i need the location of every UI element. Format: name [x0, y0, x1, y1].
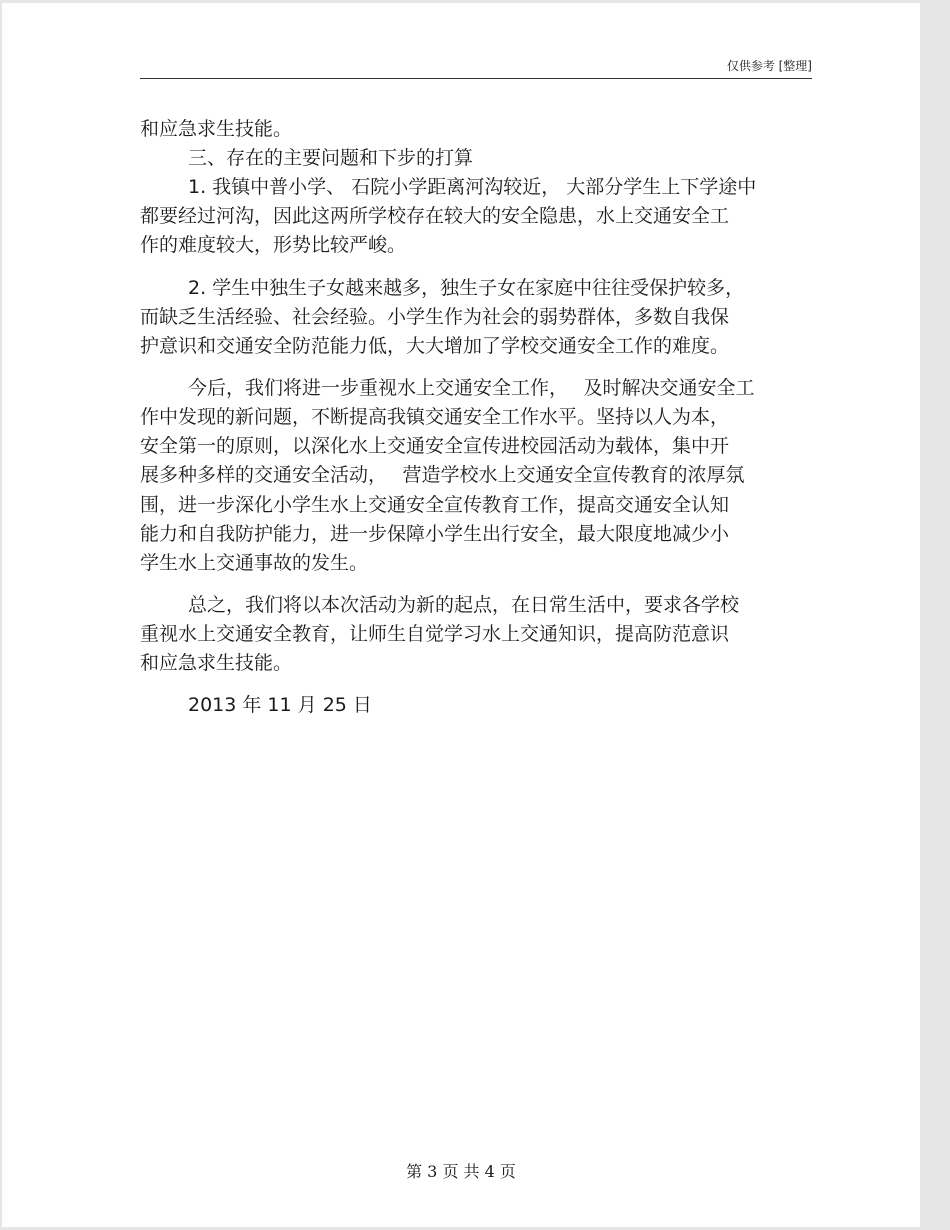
document-body [140, 115, 812, 721]
body-line: 作的难度较大，形势比较严峻。 [140, 234, 407, 257]
body-line: 重视水上交通安全教育，让师生自觉学习水上交通知识，提高防范意识 [140, 623, 730, 646]
document-page [2, 3, 920, 1227]
page-number: 第 3 页 共 4 页 [406, 1162, 516, 1181]
date-line: 2013 年 11 月 25 日 [188, 694, 372, 717]
body-line: 1. 我镇中普小学、 石院小学距离河沟较近， 大部分学生上下学途中 [188, 176, 757, 199]
body-line: 安全第一的原则，以深化水上交通安全宣传进校园活动为载体，集中开 [140, 435, 730, 458]
body-line: 而缺乏生活经验、社会经验。小学生作为社会的弱势群体，多数自我保 [140, 305, 730, 328]
body-line: 围，进一步深化小学生水上交通安全宣传教育工作，提高交通安全认知 [140, 493, 730, 516]
body-line: 和应急求生技能。 [140, 652, 293, 675]
body-line: 总之，我们将以本次活动为新的起点，在日常生活中，要求各学校 [188, 593, 740, 616]
body-line: 都要经过河沟，因此这两所学校存在较大的安全隐患，水上交通安全工 [140, 205, 730, 228]
body-line: 作中发现的新问题，不断提高我镇交通安全工作水平。坚持以人为本， [140, 406, 730, 429]
body-line: 和应急求生技能。 [140, 118, 293, 140]
section-heading: 三、存在的主要问题和下步的打算 [188, 147, 474, 170]
body-line: 今后，我们将进一步重视水上交通安全工作， 及时解决交通安全工 [188, 377, 755, 400]
body-line: 展多种多样的交通安全活动， 营造学校水上交通安全宣传教育的浓厚氛 [140, 464, 745, 487]
body-line: 能力和自我防护能力，进一步保障小学生出行安全，最大限度地减少小 [140, 522, 730, 545]
page-header: 仅供参考 [整理] [726, 59, 812, 73]
body-line: 2. 学生中独生子女越来越多，独生子女在家庭中往往受保护较多， [188, 276, 745, 299]
header-rule [140, 78, 812, 79]
body-line: 护意识和交通安全防范能力低，大大增加了学校交通安全工作的难度。 [140, 334, 730, 357]
body-line: 学生水上交通事故的发生。 [140, 551, 369, 574]
